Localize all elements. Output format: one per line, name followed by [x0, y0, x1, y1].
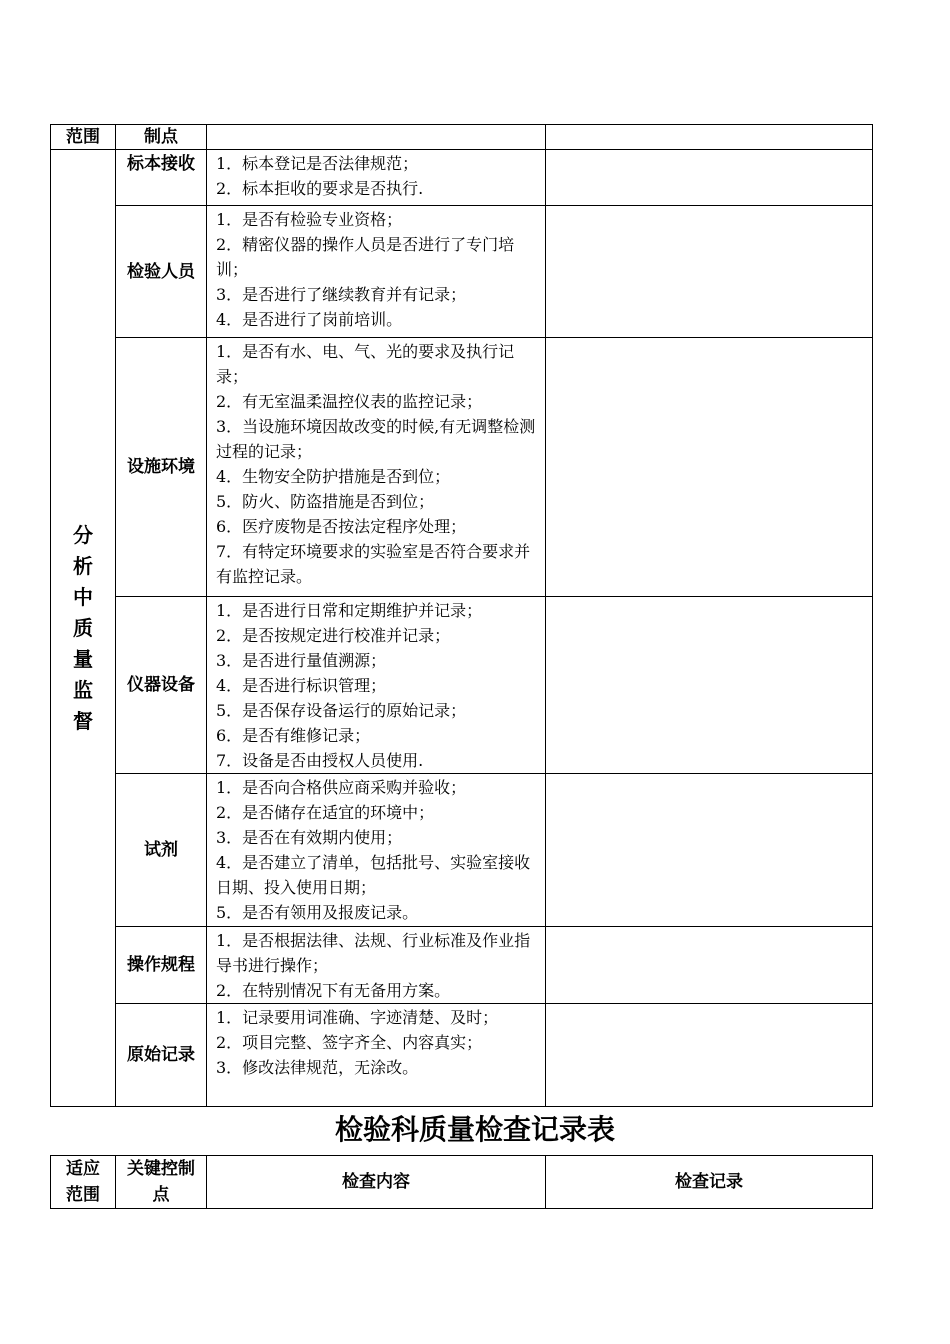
check-record-cell[interactable]	[546, 927, 873, 1004]
check-record-cell[interactable]	[546, 206, 873, 338]
check-content	[207, 150, 546, 206]
header-checkpoint-tail: 制点	[116, 125, 207, 150]
check-item: 1．记录要用词准确、字迹清楚、及时；	[216, 1008, 499, 1027]
check-item: 2．标本拒收的要求是否执行.	[216, 179, 424, 198]
quality-check-table-header	[50, 1155, 873, 1209]
check-content	[207, 206, 546, 338]
check-item: 1．是否向合格供应商采购并验收；	[216, 778, 467, 797]
table-row	[51, 774, 873, 927]
check-item: 2．在特别情况下有无备用方案。	[216, 981, 451, 1000]
check-record-cell[interactable]	[546, 774, 873, 927]
check-item: 6．医疗废物是否按法定程序处理；	[216, 517, 467, 536]
check-item: 5．防火、防盗措施是否到位；	[216, 492, 435, 511]
table-header-row	[51, 1156, 873, 1209]
checkpoint-label: 操作规程	[116, 927, 207, 1004]
scope-label: 分析中质量监督	[51, 150, 116, 1107]
header-content: 检查内容	[207, 1156, 546, 1209]
check-content	[207, 774, 546, 927]
check-record-cell[interactable]	[546, 338, 873, 597]
check-record-cell[interactable]	[546, 150, 873, 206]
check-content	[207, 1004, 546, 1107]
check-item: 2．项目完整、签字齐全、内容真实；	[216, 1033, 483, 1052]
check-item: 3．当设施环境因故改变的时候,有无调整检测过程的记录；	[216, 417, 536, 461]
page-title: 检验科质量检查记录表	[334, 1113, 615, 1146]
checkpoint-label: 检验人员	[116, 206, 207, 338]
table-row	[51, 150, 873, 206]
check-item: 1．是否根据法律、法规、行业标准及作业指导书进行操作；	[216, 931, 531, 975]
check-item: 3．修改法律规范，无涂改。	[216, 1058, 419, 1077]
check-content	[207, 927, 546, 1004]
check-item: 4．是否进行了岗前培训。	[216, 310, 403, 329]
checkpoint-label: 标本接收	[116, 150, 207, 206]
check-item: 1．是否有检验专业资格；	[216, 210, 403, 229]
check-item: 5．是否保存设备运行的原始记录；	[216, 701, 467, 720]
table-header-row-continued	[51, 125, 873, 150]
header-record-cell	[546, 125, 873, 150]
table-row	[51, 927, 873, 1004]
check-item: 2．是否储存在适宜的环境中；	[216, 803, 435, 822]
check-item: 7．有特定环境要求的实验室是否符合要求并有监控记录。	[216, 542, 531, 586]
header-record: 检查记录	[546, 1156, 873, 1209]
table-row	[51, 206, 873, 338]
check-content	[207, 338, 546, 597]
check-record-cell[interactable]	[546, 1004, 873, 1107]
check-item: 2．是否按规定进行校准并记录；	[216, 626, 451, 645]
check-item: 7．设备是否由授权人员使用.	[216, 751, 424, 770]
check-item: 6．是否有维修记录；	[216, 726, 371, 745]
check-item: 4．是否建立了清单，包括批号、实验室接收日期、投入使用日期；	[216, 853, 531, 897]
checkpoint-label: 原始记录	[116, 1004, 207, 1107]
check-item: 4．生物安全防护措施是否到位；	[216, 467, 451, 486]
table-row	[51, 1004, 873, 1107]
header-scope: 适应范围	[51, 1156, 116, 1209]
check-item: 3．是否在有效期内使用；	[216, 828, 403, 847]
quality-check-table-continued	[50, 124, 873, 1107]
checkpoint-label: 仪器设备	[116, 597, 207, 774]
check-item: 2．有无室温柔温控仪表的监控记录；	[216, 392, 483, 411]
checkpoint-label: 设施环境	[116, 338, 207, 597]
check-content	[207, 597, 546, 774]
check-item: 2．精密仪器的操作人员是否进行了专门培训；	[216, 235, 515, 279]
checkpoint-label: 试剂	[116, 774, 207, 927]
header-content-cell	[207, 125, 546, 150]
table-row	[51, 597, 873, 774]
header-scope-tail: 范围	[51, 125, 116, 150]
check-item: 1．是否进行日常和定期维护并记录；	[216, 601, 483, 620]
check-item: 4．是否进行标识管理；	[216, 676, 387, 695]
check-item: 3．是否进行了继续教育并有记录；	[216, 285, 467, 304]
check-item: 3．是否进行量值溯源；	[216, 651, 387, 670]
check-item: 5．是否有领用及报废记录。	[216, 903, 419, 922]
check-item: 1．是否有水、电、气、光的要求及执行记录；	[216, 342, 515, 386]
check-record-cell[interactable]	[546, 597, 873, 774]
table-row	[51, 338, 873, 597]
check-item: 1．标本登记是否法律规范；	[216, 154, 419, 173]
header-checkpoint: 关键控制点	[116, 1156, 207, 1209]
